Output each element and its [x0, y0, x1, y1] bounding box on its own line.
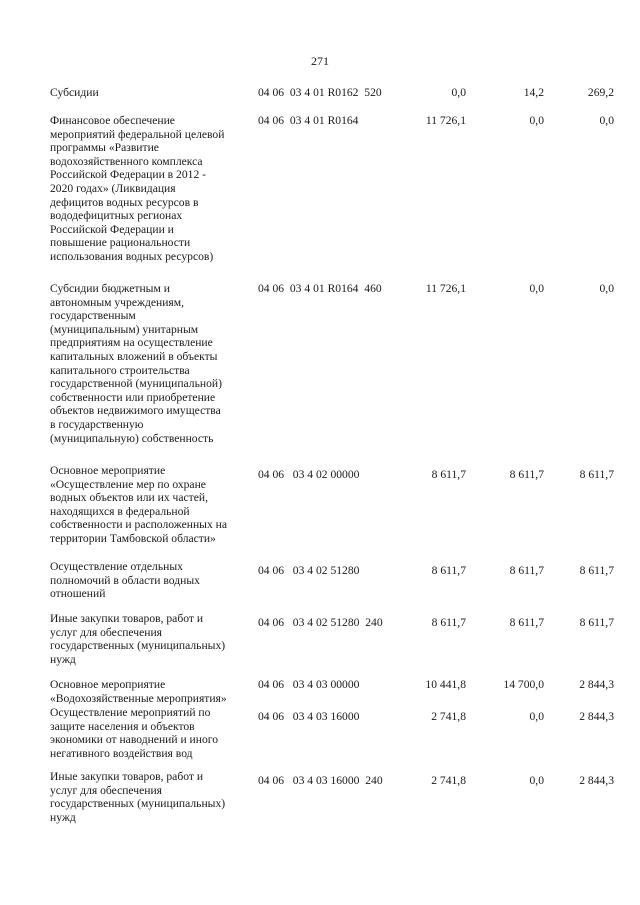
- row-budget-code: 04 06 03 4 01 R0164: [258, 114, 359, 127]
- row-name-line: повышение рациональности: [50, 236, 191, 250]
- row-name-line: Финансовое обеспечение: [50, 114, 175, 127]
- table-row: [50, 560, 622, 612]
- row-name: [50, 770, 256, 824]
- row-amount-v1: 2 741,8: [431, 710, 466, 723]
- row-amount-v2: 0,0: [529, 774, 544, 787]
- row-name-line: полномочий в области водных: [50, 573, 200, 587]
- table-row: [50, 706, 622, 770]
- row-name-line: предприятиям на осуществление: [50, 336, 213, 350]
- row-name-line: услуг для обеспечения: [50, 783, 162, 797]
- row-budget-code: 04 06 03 4 02 00000: [258, 468, 360, 481]
- row-name-line: нужд: [50, 810, 76, 824]
- row-name-line: объектов недвижимого имущества: [50, 404, 221, 418]
- row-amount-v3: 8 611,7: [579, 468, 614, 481]
- row-amount-v2: 0,0: [529, 114, 544, 127]
- row-amount-v3: 0,0: [599, 282, 614, 295]
- row-amount-v2: 8 611,7: [509, 468, 544, 481]
- row-name-line: автономным учреждениям,: [50, 295, 184, 309]
- row-name: [50, 464, 256, 546]
- table-row: [50, 282, 622, 464]
- row-amount-v2: 0,0: [529, 282, 544, 295]
- row-name-line: водных объектов или их частей,: [50, 491, 208, 505]
- row-name-line: услуг для обеспечения: [50, 625, 162, 639]
- row-amount-v2: 14 700,0: [503, 678, 544, 691]
- row-name-line: дефицитов водных ресурсов в: [50, 195, 199, 209]
- row-budget-code: 04 06 03 4 02 51280 240: [258, 616, 383, 629]
- row-amount-v2: 8 611,7: [509, 564, 544, 577]
- row-amount-v3: 8 611,7: [579, 616, 614, 629]
- row-name-line: 2020 годах» (Ликвидация: [50, 181, 176, 195]
- row-budget-code: 04 06 03 4 03 16000 240: [258, 774, 383, 787]
- row-name: [50, 678, 256, 705]
- row-name-line: (муниципальным) унитарным: [50, 322, 199, 336]
- row-name-line: Основное мероприятие: [50, 464, 166, 477]
- row-amount-v1: 8 611,7: [431, 468, 466, 481]
- row-name-line: капитальных вложений в объекты: [50, 349, 218, 363]
- row-name-line: отношений: [50, 587, 106, 601]
- row-budget-code: 04 06 03 4 01 R0164 460: [258, 282, 382, 295]
- row-name-line: в государственную: [50, 417, 144, 431]
- row-name-line: находящихся в федеральной: [50, 504, 190, 518]
- row-amount-v3: 8 611,7: [579, 564, 614, 577]
- row-name-line: «Осуществление мер по охране: [50, 477, 206, 491]
- row-name-line: государственным: [50, 309, 136, 323]
- row-amount-v1: 8 611,7: [431, 616, 466, 629]
- row-name-line: экономики от наводнений и иного: [50, 733, 219, 747]
- row-name-line: Иные закупки товаров, работ и: [50, 612, 204, 625]
- row-name: [50, 612, 256, 666]
- row-name-line: Субсидии бюджетным и: [50, 282, 170, 295]
- row-amount-v3: 0,0: [599, 114, 614, 127]
- row-name-line: негативного воздействия вод: [50, 746, 193, 760]
- row-name-line: программы «Развитие: [50, 141, 159, 155]
- row-name-line: собственности или приобретение: [50, 390, 216, 404]
- page-number: 271: [311, 54, 329, 68]
- row-name-line: государственных (муниципальных): [50, 797, 226, 811]
- row-name-line: Субсидии: [50, 86, 99, 99]
- row-name-line: защите населения и объектов: [50, 719, 195, 733]
- row-name-line: Основное мероприятие: [50, 678, 166, 691]
- table-row: [50, 678, 622, 706]
- row-name-line: Российской Федерации в 2012 -: [50, 168, 207, 182]
- row-name-line: собственности и расположенных на: [50, 518, 227, 532]
- row-amount-v3: 2 844,3: [579, 710, 614, 723]
- row-budget-code: 04 06 03 4 03 16000: [258, 710, 360, 723]
- row-amount-v1: 2 741,8: [431, 774, 466, 787]
- row-amount-v2: 8 611,7: [509, 616, 544, 629]
- row-name-line: Российской Федерации и: [50, 222, 174, 236]
- row-amount-v3: 2 844,3: [579, 774, 614, 787]
- row-name-line: (муниципальную) собственность: [50, 431, 214, 445]
- row-name: [50, 282, 256, 445]
- table-row: [50, 114, 622, 282]
- row-budget-code: 04 06 03 4 02 51280: [258, 564, 360, 577]
- row-name-line: вододефицитных регионах: [50, 209, 183, 223]
- table-row: [50, 86, 622, 102]
- row-name-line: использования водных ресурсов): [50, 249, 214, 263]
- row-name-line: Осуществление отдельных: [50, 560, 183, 573]
- row-name-line: нужд: [50, 652, 76, 666]
- row-amount-v1: 0,0: [451, 86, 466, 99]
- row-amount-v1: 8 611,7: [431, 564, 466, 577]
- row-name: [50, 706, 256, 760]
- row-amount-v2: 0,0: [529, 710, 544, 723]
- row-name-line: государственной (муниципальной): [50, 377, 222, 391]
- row-amount-v2: 14,2: [523, 86, 544, 99]
- row-name-line: мероприятий федеральной целевой: [50, 127, 225, 141]
- row-name-line: Иные закупки товаров, работ и: [50, 770, 204, 783]
- row-name: [50, 86, 256, 100]
- table-row: [50, 464, 622, 560]
- row-name: [50, 114, 256, 264]
- row-amount-v3: 2 844,3: [579, 678, 614, 691]
- table-row: [50, 770, 622, 836]
- row-name-line: «Водохозяйственные мероприятия»: [50, 691, 227, 705]
- row-amount-v1: 10 441,8: [425, 678, 466, 691]
- row-amount-v3: 269,2: [587, 86, 614, 99]
- row-name-line: государственных (муниципальных): [50, 639, 226, 653]
- row-name-line: Осуществление мероприятий по: [50, 706, 211, 719]
- row-budget-code: 04 06 03 4 03 00000: [258, 678, 360, 691]
- row-amount-v1: 11 726,1: [425, 114, 466, 127]
- row-amount-v1: 11 726,1: [425, 282, 466, 295]
- row-name-line: водохозяйственного комплекса: [50, 154, 203, 168]
- row-name-line: капитального строительства: [50, 363, 190, 377]
- row-name-line: территории Тамбовской области»: [50, 531, 216, 545]
- table-row: [50, 612, 622, 678]
- row-budget-code: 04 06 03 4 01 R0162 520: [258, 86, 382, 99]
- row-name: [50, 560, 256, 601]
